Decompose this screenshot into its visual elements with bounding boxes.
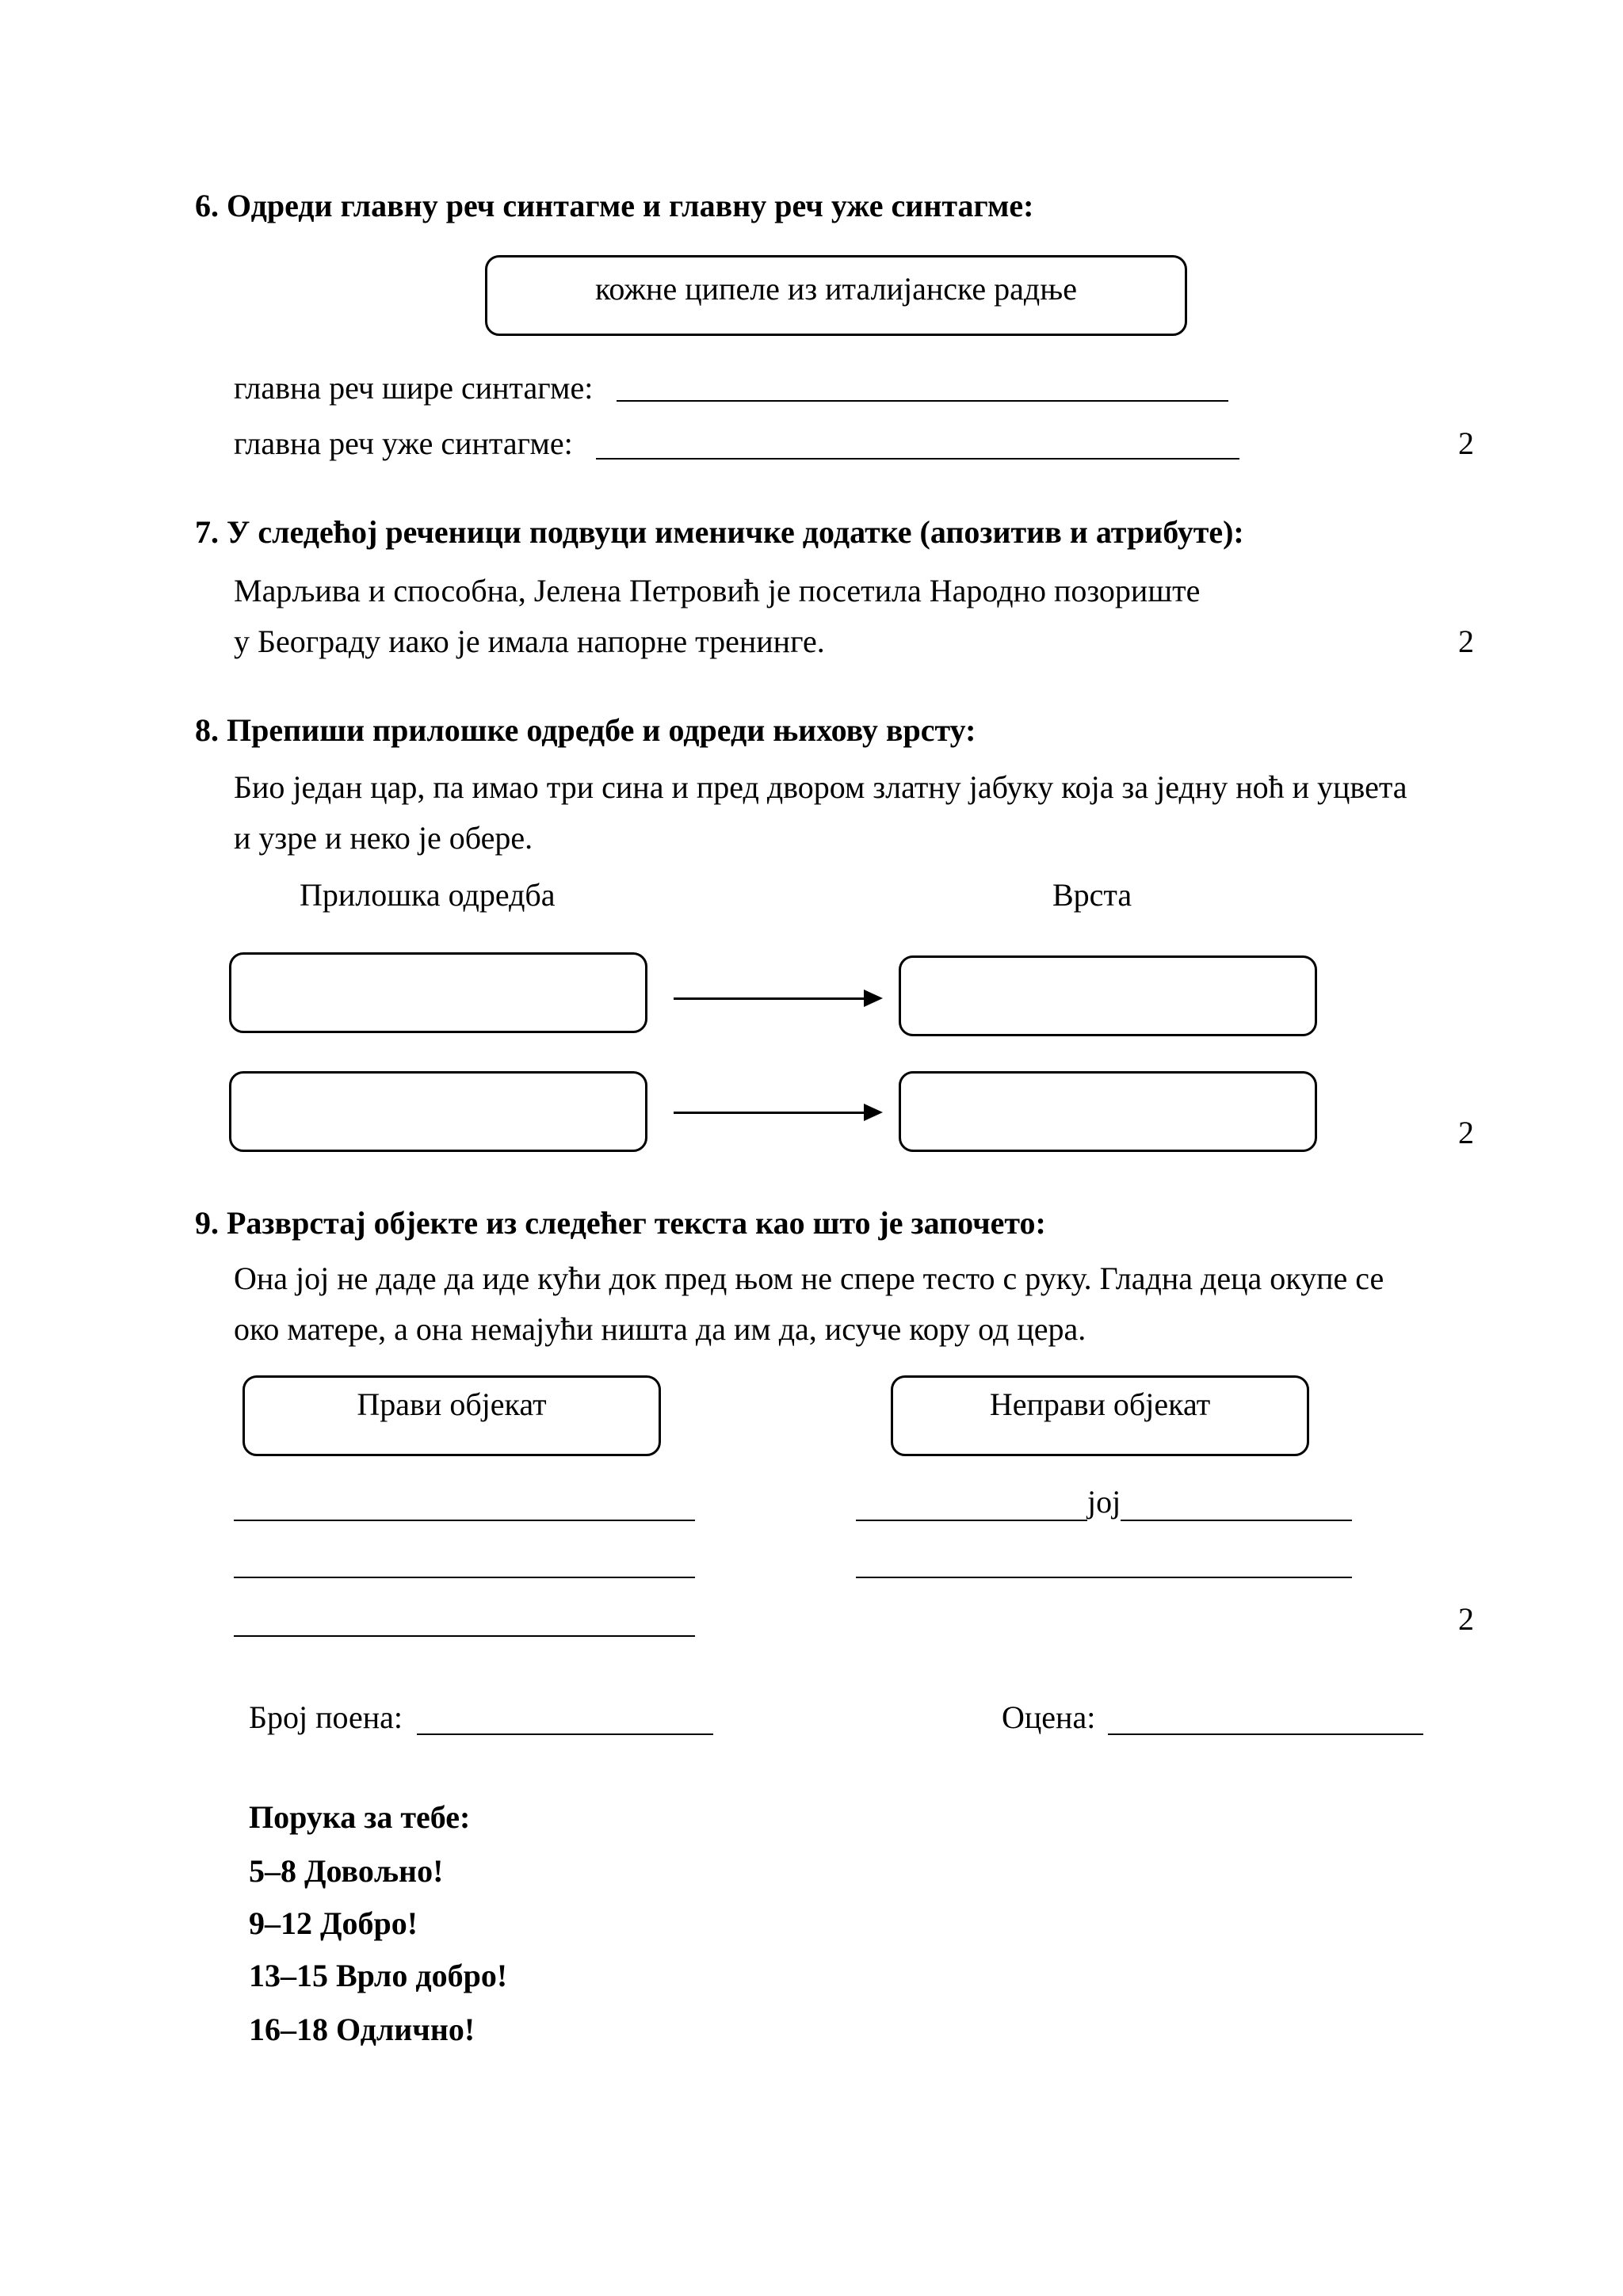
q9-direct-answer-line-1[interactable] [234,1520,695,1521]
q9-indirect-line-right[interactable] [1121,1520,1352,1521]
arrow-right-icon [864,1104,883,1121]
q8-text-line1: Био један цар, па имао три сина и пред двором златну јабуку која за једну ноћ и уцвета [234,769,1407,805]
q6-narrow-answer-line[interactable] [596,458,1239,460]
q7-points: 2 [1458,624,1474,659]
q8-adverbial-box-1[interactable] [229,952,647,1033]
q6-title: 6. Одреди главну реч синтагме и главну реч уже синтагме: [195,188,1034,223]
q8-arrow-line-1 [674,997,872,1000]
q8-adverbial-box-2[interactable] [229,1071,647,1152]
q9-direct-answer-line-3[interactable] [234,1635,695,1637]
q7-sentence-line1: Марљива и способна, Јелена Петровић је посетила Народно позориште [234,573,1201,608]
q8-text-line2: и узре и неко је обере. [234,820,533,856]
message-item: 13–15 Врло добро! [249,1958,508,1993]
q7-sentence-line2: у Београду иако је имала напорне тренинге. [234,624,825,659]
q9-direct-answer-line-2[interactable] [234,1577,695,1578]
arrow-right-icon [864,990,883,1007]
q9-title: 9. Разврстај објекте из следећег текста као што је започето: [195,1205,1046,1241]
points-answer-line[interactable] [417,1733,713,1735]
q6-points: 2 [1458,425,1474,461]
q9-direct-object-label: Прави објекат [357,1386,547,1422]
q6-wide-answer-line[interactable] [617,400,1228,402]
q8-type-box-2[interactable] [899,1071,1317,1152]
message-item: 16–18 Одлично! [249,2012,475,2047]
q6-wide-label: главна реч шире синтагме: [234,370,594,406]
message-item: 9–12 Добро! [249,1905,418,1941]
q9-text-line1: Она јој не даде да иде кући док пред њом не спере тесто с руку. Гладна деца окупе се [234,1261,1384,1296]
q9-points: 2 [1458,1601,1474,1637]
q9-direct-object-box [242,1375,661,1456]
q8-title: 8. Препиши прилошке одредбе и одреди њихову врсту: [195,712,976,748]
points-label: Број поена: [249,1699,403,1735]
q8-col-adverbial: Прилошка одредба [300,877,556,913]
grade-answer-line[interactable] [1108,1733,1423,1735]
q9-text-line2: око матере, а она немајући ништа да им да, исуче кору од цера. [234,1311,1086,1347]
q9-indirect-line-left[interactable] [856,1520,1087,1521]
q6-phrase-box [485,255,1187,336]
q6-narrow-label: главна реч уже синтагме: [234,425,573,461]
q7-title: 7. У следећој реченици подвуци именичке додатке (апозитив и атрибуте): [195,514,1244,550]
q8-points: 2 [1458,1115,1474,1150]
message-item: 5–8 Довољно! [249,1853,444,1889]
q9-indirect-object-label: Неправи објекат [989,1386,1211,1422]
q8-col-type: Врста [1052,877,1132,913]
q9-example-answer: јој [1087,1484,1121,1520]
grade-label: Оцена: [1002,1699,1096,1735]
message-title: Порука за тебе: [249,1799,471,1835]
q8-arrow-line-2 [674,1112,872,1114]
q8-type-box-1[interactable] [899,955,1317,1036]
q6-phrase: кожне ципеле из италијанске радње [595,271,1077,307]
q9-indirect-object-box [891,1375,1309,1456]
q9-indirect-answer-line-2[interactable] [856,1577,1352,1578]
